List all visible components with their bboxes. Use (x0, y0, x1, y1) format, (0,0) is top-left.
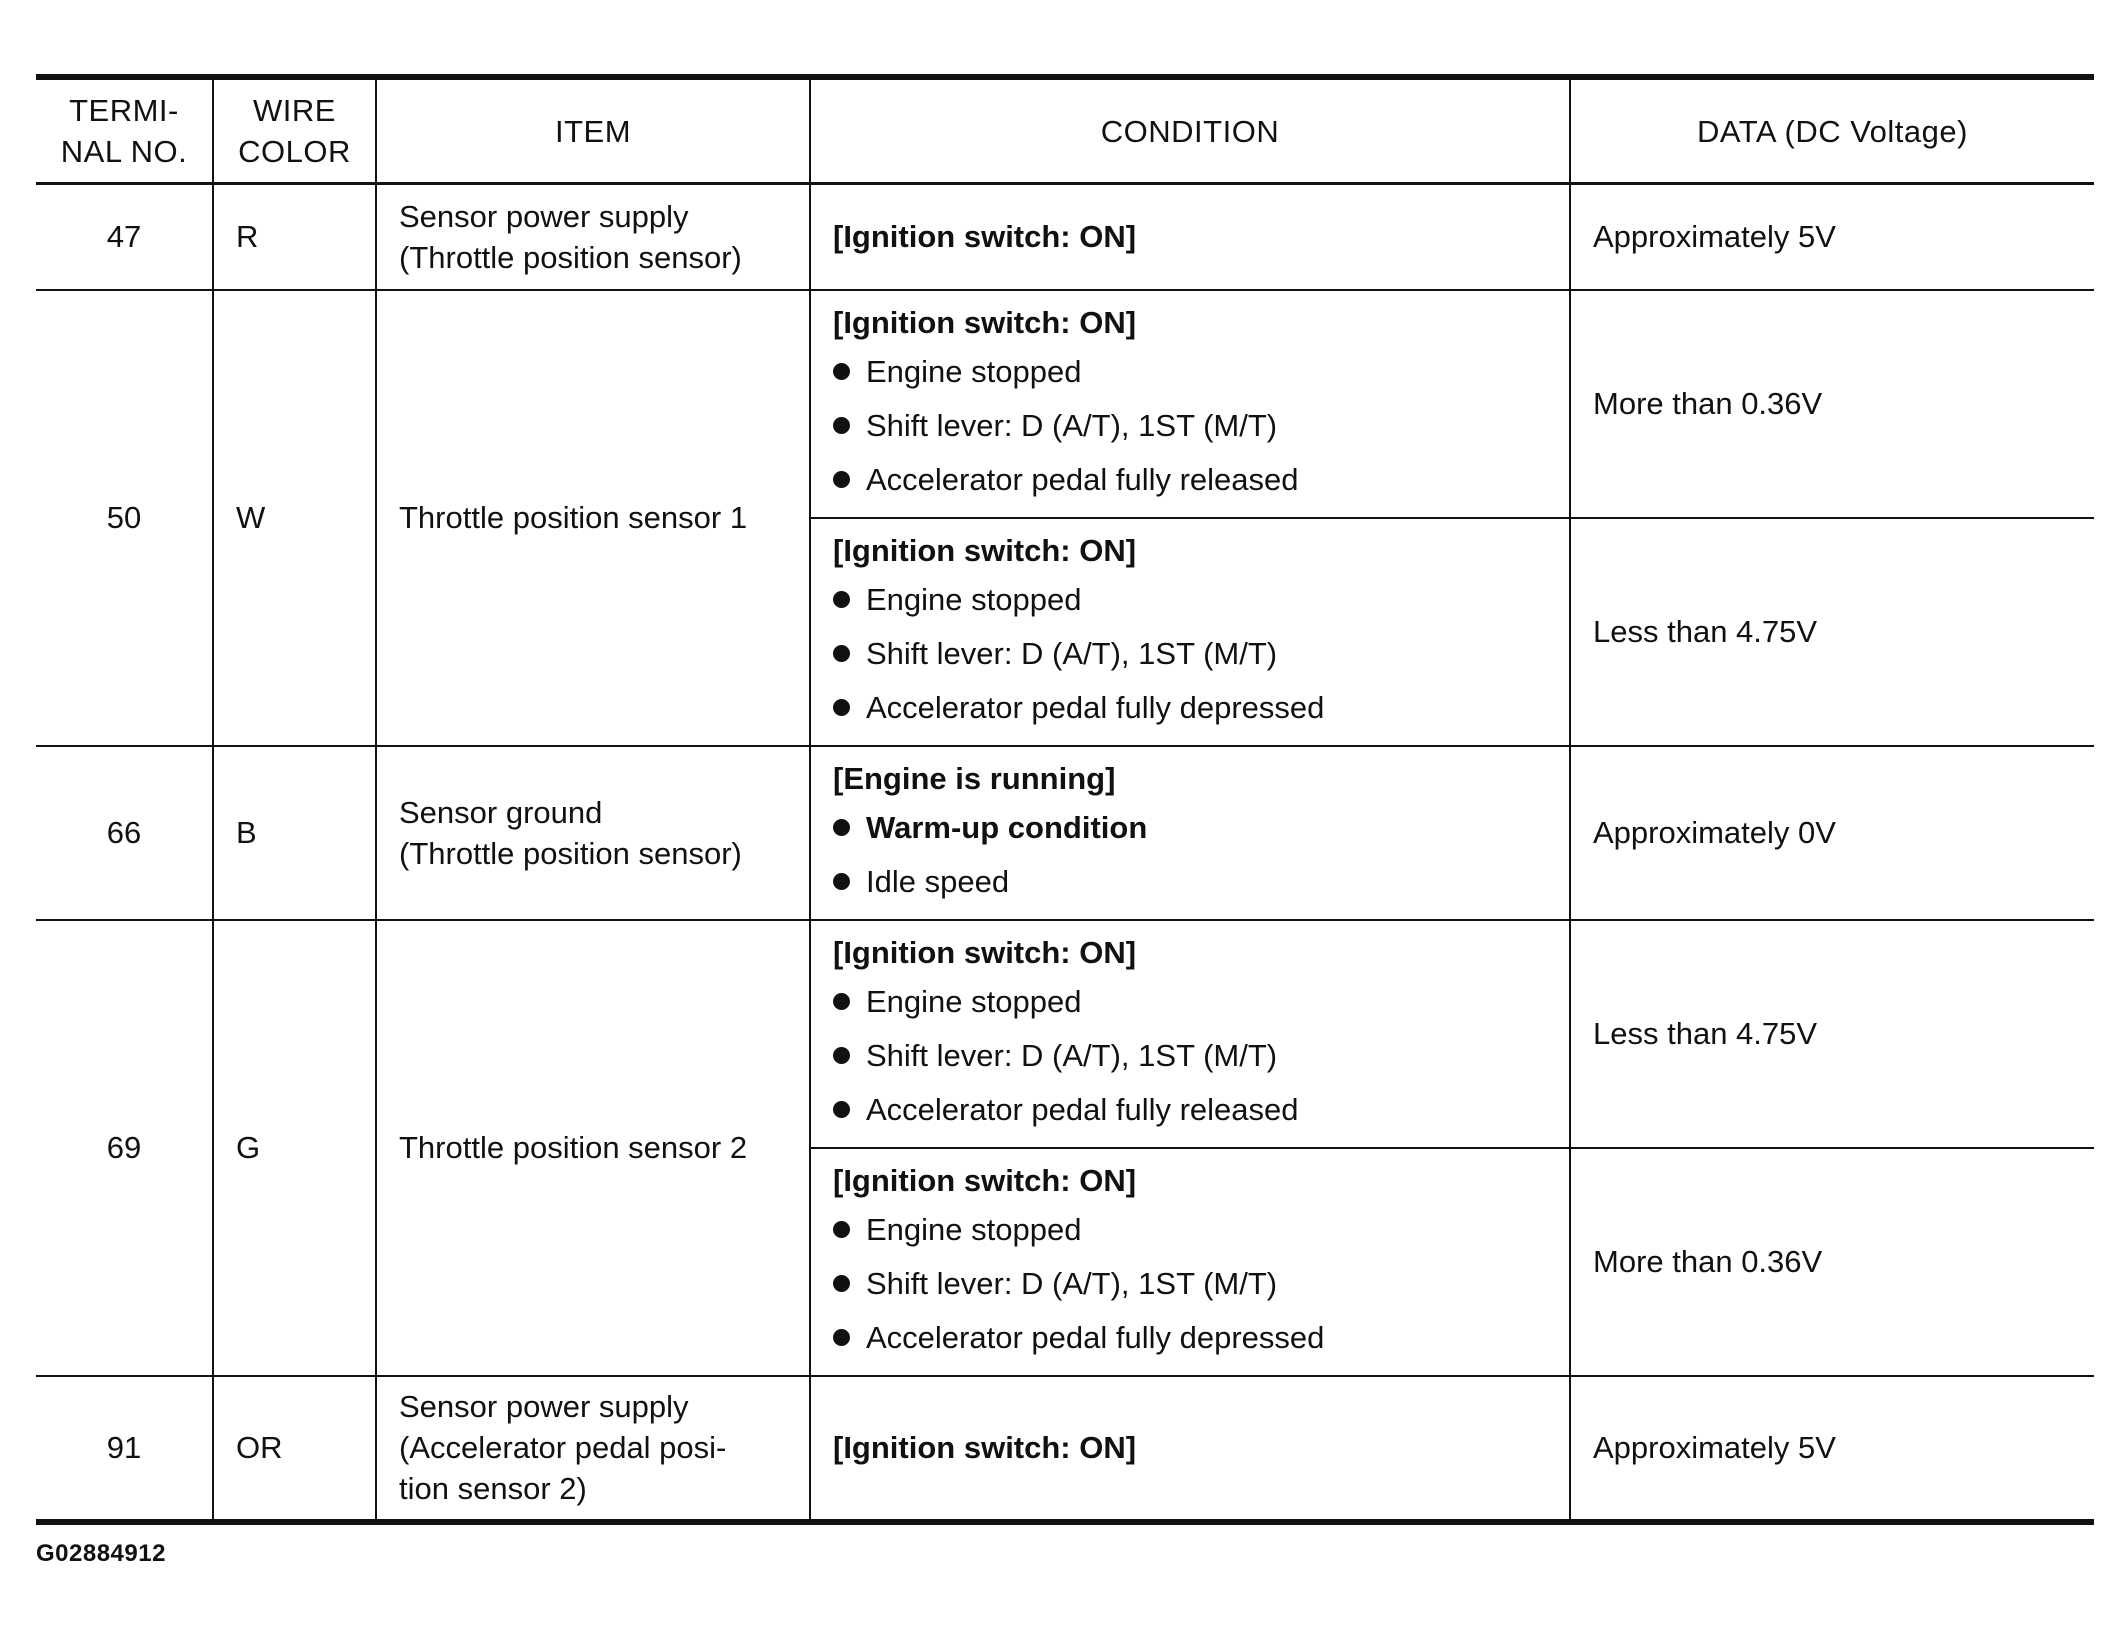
header-wire-color: WIRE COLOR (213, 77, 376, 184)
condition-heading: [Ignition switch: ON] (833, 305, 1137, 340)
item-cell: Sensor power supply (Throttle position sensor) (376, 184, 810, 290)
data-value: More than 0.36V (1570, 1148, 2094, 1376)
condition-heading: [Ignition switch: ON] (833, 935, 1137, 970)
bullet-dot-icon (833, 471, 850, 488)
condition-cell (810, 1376, 1570, 1522)
bullet-dot-icon (833, 417, 850, 434)
bullet-dot-icon (833, 1221, 850, 1238)
condition-cell (810, 290, 1570, 518)
data-value: More than 0.36V (1570, 290, 2094, 518)
condition-heading: [Ignition switch: ON] (833, 533, 1137, 568)
item-cell: Sensor ground (Throttle position sensor) (376, 746, 810, 920)
bullet-dot-icon (833, 1047, 850, 1064)
bullet-dot-icon (833, 645, 850, 662)
condition-bullet: Accelerator pedal fully released (833, 453, 1547, 507)
data-value: Approximately 5V (1570, 184, 2094, 290)
condition-cell (810, 746, 1570, 920)
condition-heading: [Ignition switch: ON] (833, 219, 1137, 255)
condition-bullet: Accelerator pedal fully depressed (833, 1311, 1547, 1365)
table-row (36, 290, 2094, 518)
terminal-no: 47 (36, 184, 213, 290)
header-data: DATA (DC Voltage) (1570, 77, 2094, 184)
data-value: Approximately 0V (1570, 746, 2094, 920)
condition-cell (810, 518, 1570, 746)
figure-code: G02884912 (36, 1540, 166, 1567)
terminal-data-table (36, 74, 2094, 1525)
item-cell: Sensor power supply (Accelerator pedal posi- tion sensor 2) (376, 1376, 810, 1522)
data-value: Less than 4.75V (1570, 920, 2094, 1148)
bullet-dot-icon (833, 873, 850, 890)
table-row (36, 920, 2094, 1148)
bullet-dot-icon (833, 1275, 850, 1292)
table-row (36, 1376, 2094, 1522)
condition-cell (810, 184, 1570, 290)
bullet-dot-icon (833, 993, 850, 1010)
table-header-row (36, 77, 2094, 184)
item-cell: Throttle position sensor 1 (376, 290, 810, 746)
condition-bullet: Engine stopped (833, 345, 1547, 399)
header-condition: CONDITION (810, 77, 1570, 184)
table-row (36, 746, 2094, 920)
terminal-no: 91 (36, 1376, 213, 1522)
bullet-dot-icon (833, 363, 850, 380)
data-value: Approximately 5V (1570, 1376, 2094, 1522)
terminal-no: 50 (36, 290, 213, 746)
condition-heading: [Ignition switch: ON] (833, 1163, 1137, 1198)
condition-bullet: Shift lever: D (A/T), 1ST (M/T) (833, 399, 1547, 453)
terminal-no: 69 (36, 920, 213, 1376)
data-value: Less than 4.75V (1570, 518, 2094, 746)
bullet-dot-icon (833, 819, 850, 836)
condition-bullet: Accelerator pedal fully depressed (833, 681, 1547, 735)
condition-cell (810, 1148, 1570, 1376)
bullet-dot-icon (833, 1329, 850, 1346)
terminal-no: 66 (36, 746, 213, 920)
condition-bullet: Shift lever: D (A/T), 1ST (M/T) (833, 1029, 1547, 1083)
wire-color: OR (213, 1376, 376, 1522)
bullet-dot-icon (833, 591, 850, 608)
condition-bullet: Engine stopped (833, 975, 1547, 1029)
condition-bullet: Shift lever: D (A/T), 1ST (M/T) (833, 627, 1547, 681)
condition-heading: [Engine is running] (833, 761, 1116, 796)
item-cell: Throttle position sensor 2 (376, 920, 810, 1376)
condition-heading: [Ignition switch: ON] (833, 1430, 1137, 1465)
wire-color: W (213, 290, 376, 746)
wire-color: R (213, 184, 376, 290)
table-row (36, 184, 2094, 290)
header-item: ITEM (376, 77, 810, 184)
condition-cell (810, 920, 1570, 1148)
wire-color: B (213, 746, 376, 920)
condition-bullet: Warm-up condition (833, 801, 1547, 855)
wire-color: G (213, 920, 376, 1376)
bullet-dot-icon (833, 1101, 850, 1118)
condition-bullet: Accelerator pedal fully released (833, 1083, 1547, 1137)
bullet-dot-icon (833, 699, 850, 716)
header-terminal-no: TERMI- NAL NO. (36, 77, 213, 184)
condition-bullet: Shift lever: D (A/T), 1ST (M/T) (833, 1257, 1547, 1311)
condition-bullet: Engine stopped (833, 573, 1547, 627)
condition-bullet: Idle speed (833, 855, 1547, 909)
condition-bullet: Engine stopped (833, 1203, 1547, 1257)
